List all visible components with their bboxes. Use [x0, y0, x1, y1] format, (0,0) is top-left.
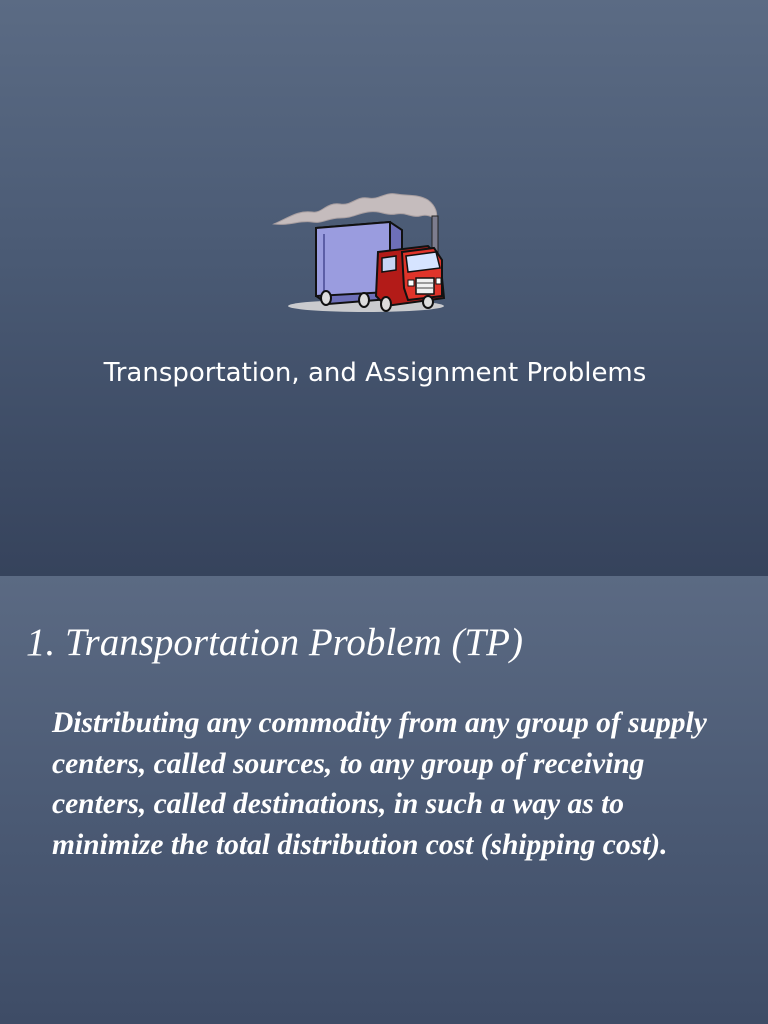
definition-text: Distributing any commodity from any group of supply centers, called sources, to any group of receiving centers, called destinations, in such a way as to minimize the total distribution cost (shipping cost). [52, 707, 707, 861]
slide-title-text: Transportation, and Assignment Problems [103, 358, 647, 388]
section-heading: 1. Transportation Problem (TP) [26, 621, 523, 664]
truck-icon [268, 188, 454, 320]
